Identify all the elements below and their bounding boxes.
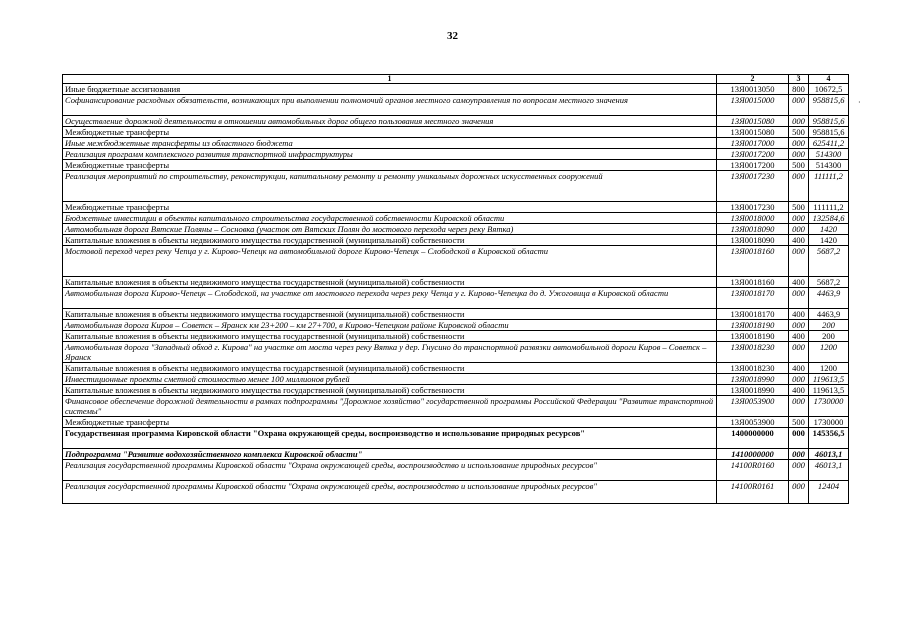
row-amount-cell: 514300 — [809, 160, 849, 171]
row-amount-cell: 111111,2 — [809, 171, 849, 202]
row-kind-cell: 400 — [789, 235, 809, 246]
row-name-cell: Капитальные вложения в объекты недвижимого имущества государственной (муниципальной) собственности — [63, 235, 717, 246]
row-amount-cell: 4463,9 — [809, 288, 849, 309]
row-code-cell: 14100R0160 — [717, 460, 789, 481]
row-kind-cell: 000 — [789, 342, 809, 363]
column-header-code: 2 — [717, 75, 789, 84]
row-code-cell: 13Я0015080 — [717, 116, 789, 127]
row-name-cell: Автомобильная дорога Киров – Советск – Яранск км 23+200 – км 27+700, в Кирово-Чепецком районе Кировской области — [63, 320, 717, 331]
table-row — [63, 331, 849, 342]
table-row — [63, 449, 849, 460]
row-kind-cell: 400 — [789, 363, 809, 374]
row-kind-cell: 800 — [789, 84, 809, 95]
table-row — [63, 116, 849, 127]
row-amount-cell: 514300 — [809, 149, 849, 160]
row-amount-cell: 119613,5 — [809, 374, 849, 385]
row-name-cell: Бюджетные инвестиции в объекты капитального строительства государственной собственности Кировской области — [63, 213, 717, 224]
row-code-cell: 13Я0018990 — [717, 374, 789, 385]
row-name-cell: Капитальные вложения в объекты недвижимого имущества государственной (муниципальной) собственности — [63, 363, 717, 374]
row-name-cell: Инвестиционные проекты сметной стоимостью менее 100 миллионов рублей — [63, 374, 717, 385]
row-code-cell: 13Я0018230 — [717, 363, 789, 374]
row-amount-cell: 12404 — [809, 481, 849, 504]
budget-table — [62, 74, 849, 504]
row-code-cell: 13Я0017230 — [717, 202, 789, 213]
row-code-cell: 14100R0161 — [717, 481, 789, 504]
row-name-cell: Реализация государственной программы Кировской области "Охрана окружающей среды, воспроизводство и использование природных ресурсов" — [63, 481, 717, 504]
table-row — [63, 288, 849, 309]
row-name-cell: Межбюджетные трансферты — [63, 127, 717, 138]
row-name-cell: Осуществление дорожной деятельности в отношении автомобильных дорог общего пользования местного значения — [63, 116, 717, 127]
row-name-cell: Капитальные вложения в объекты недвижимого имущества государственной (муниципальной) собственности — [63, 385, 717, 396]
row-name-cell: Иные межбюджетные трансферты из областного бюджета — [63, 138, 717, 149]
row-amount-cell: 10672,5 — [809, 84, 849, 95]
table-row — [63, 149, 849, 160]
row-kind-cell: 000 — [789, 95, 809, 116]
table-row — [63, 202, 849, 213]
row-name-cell: Софинансирование расходных обязательств, возникающих при выполнении полномочий органов местного самоуправления по вопросам местного значения — [63, 95, 717, 116]
table-row — [63, 417, 849, 428]
row-kind-cell: 000 — [789, 246, 809, 277]
row-code-cell: 13Я0018170 — [717, 309, 789, 320]
row-kind-cell: 000 — [789, 460, 809, 481]
row-code-cell: 13Я0018160 — [717, 246, 789, 277]
row-kind-cell: 000 — [789, 138, 809, 149]
column-header-amount: 4 — [809, 75, 849, 84]
row-code-cell: 1400000000 — [717, 428, 789, 449]
row-name-cell: Реализация государственной программы Кировской области "Охрана окружающей среды, воспроизводство и использование природных ресурсов" — [63, 460, 717, 481]
row-amount-cell: 958815,6 — [809, 116, 849, 127]
row-code-cell: 13Я0017200 — [717, 149, 789, 160]
row-name-cell: Иные бюджетные ассигнования — [63, 84, 717, 95]
row-name-cell: Межбюджетные трансферты — [63, 417, 717, 428]
table-row — [63, 224, 849, 235]
table-row — [63, 246, 849, 277]
table-row — [63, 385, 849, 396]
row-kind-cell: 000 — [789, 320, 809, 331]
row-code-cell: 13Я0015080 — [717, 127, 789, 138]
row-name-cell: Автомобильная дорога Кирово-Чепецк – Слободской, на участке от мостового перехода через реку Чепца у г. Кирово-Чепецка до д. Ужоговица в Кировской области — [63, 288, 717, 309]
row-code-cell: 13Я0018170 — [717, 288, 789, 309]
table-row — [63, 213, 849, 224]
table-row — [63, 374, 849, 385]
table-row — [63, 277, 849, 288]
table-row — [63, 171, 849, 202]
row-amount-cell: 625411,2 — [809, 138, 849, 149]
row-kind-cell: 500 — [789, 127, 809, 138]
row-amount-cell: 1420 — [809, 224, 849, 235]
row-amount-cell: 958815,6 — [809, 95, 849, 116]
row-kind-cell: 400 — [789, 331, 809, 342]
row-kind-cell: 400 — [789, 277, 809, 288]
row-code-cell: 13Я0018190 — [717, 331, 789, 342]
table-row — [63, 481, 849, 504]
row-amount-cell: 5687,2 — [809, 246, 849, 277]
row-amount-cell: 4463,9 — [809, 309, 849, 320]
row-code-cell: 1410000000 — [717, 449, 789, 460]
row-amount-cell: 46013,1 — [809, 449, 849, 460]
row-name-cell: Автомобильная дорога "Западный обход г. Кирова" на участке от моста через реку Вятка у дер. Гнусино до транспортной развязки автомобильной дороги Киров – Советск – Яранск — [63, 342, 717, 363]
row-name-cell: Реализация мероприятий по строительству, реконструкции, капитальному ремонту и ремонту уникальных дорожных искусственных сооружений — [63, 171, 717, 202]
row-code-cell: 13Я0018160 — [717, 277, 789, 288]
row-amount-cell: 1730000 — [809, 417, 849, 428]
row-name-cell: Автомобильная дорога Вятские Поляны – Сосновка (участок от Вятских Полян до мостового перехода через реку Вятка) — [63, 224, 717, 235]
table-row — [63, 95, 849, 116]
row-amount-cell: 1730000 — [809, 396, 849, 417]
row-name-cell: Межбюджетные трансферты — [63, 160, 717, 171]
row-amount-cell: 5687,2 — [809, 277, 849, 288]
column-header-kind: 3 — [789, 75, 809, 84]
row-kind-cell: 000 — [789, 396, 809, 417]
page-number: 32 — [447, 30, 458, 42]
row-amount-cell: 132584,6 — [809, 213, 849, 224]
table-row — [63, 320, 849, 331]
table-row — [63, 84, 849, 95]
row-kind-cell: 500 — [789, 160, 809, 171]
row-amount-cell: 200 — [809, 331, 849, 342]
row-name-cell: Капитальные вложения в объекты недвижимого имущества государственной (муниципальной) собственности — [63, 309, 717, 320]
row-amount-cell: 958815,6 — [809, 127, 849, 138]
table-row — [63, 428, 849, 449]
row-code-cell: 13Я0018090 — [717, 224, 789, 235]
row-code-cell: 13Я0053900 — [717, 417, 789, 428]
table-row — [63, 396, 849, 417]
row-code-cell: 13Я0017000 — [717, 138, 789, 149]
row-kind-cell: 000 — [789, 213, 809, 224]
row-code-cell: 13Я0053900 — [717, 396, 789, 417]
row-kind-cell: 500 — [789, 202, 809, 213]
row-code-cell: 13Я0018230 — [717, 342, 789, 363]
row-kind-cell: 400 — [789, 309, 809, 320]
table-row — [63, 235, 849, 246]
table-header-row — [63, 75, 849, 84]
row-kind-cell: 000 — [789, 374, 809, 385]
row-amount-cell: 200 — [809, 320, 849, 331]
row-kind-cell: 000 — [789, 224, 809, 235]
row-kind-cell: 000 — [789, 481, 809, 504]
table-row — [63, 363, 849, 374]
row-kind-cell: 000 — [789, 116, 809, 127]
row-amount-cell: 1200 — [809, 342, 849, 363]
table-row — [63, 309, 849, 320]
row-code-cell: 13Я0017200 — [717, 160, 789, 171]
row-kind-cell: 500 — [789, 417, 809, 428]
row-name-cell: Межбюджетные трансферты — [63, 202, 717, 213]
row-amount-cell: 111111,2 — [809, 202, 849, 213]
table-row — [63, 138, 849, 149]
row-kind-cell: 000 — [789, 288, 809, 309]
row-amount-cell: 1200 — [809, 363, 849, 374]
row-code-cell: 13Я0018000 — [717, 213, 789, 224]
row-code-cell: 13Я0018190 — [717, 320, 789, 331]
column-header-name: 1 — [63, 75, 717, 84]
row-kind-cell: 000 — [789, 428, 809, 449]
row-name-cell: Капитальные вложения в объекты недвижимого имущества государственной (муниципальной) собственности — [63, 277, 717, 288]
row-kind-cell: 000 — [789, 171, 809, 202]
table-row — [63, 460, 849, 481]
row-name-cell: Капитальные вложения в объекты недвижимого имущества государственной (муниципальной) собственности — [63, 331, 717, 342]
row-name-cell: Финансовое обеспечение дорожной деятельности в рамках подпрограммы "Дорожное хозяйство" государственной программы Российской Федерации "Развитие транспортной системы" — [63, 396, 717, 417]
row-amount-cell: 145356,5 — [809, 428, 849, 449]
row-name-cell: Государственная программа Кировской области "Охрана окружающей среды, воспроизводство и использование природных ресурсов" — [63, 428, 717, 449]
margin-mark: · — [858, 98, 861, 107]
row-name-cell: Реализация программ комплексного развития транспортной инфраструктуры — [63, 149, 717, 160]
row-amount-cell: 46013,1 — [809, 460, 849, 481]
table-row — [63, 342, 849, 363]
row-code-cell: 13Я0018990 — [717, 385, 789, 396]
row-code-cell: 13Я0017230 — [717, 171, 789, 202]
row-code-cell: 13Я0018090 — [717, 235, 789, 246]
row-amount-cell: 119613,5 — [809, 385, 849, 396]
row-code-cell: 13Я0015000 — [717, 95, 789, 116]
row-amount-cell: 1420 — [809, 235, 849, 246]
row-kind-cell: 000 — [789, 449, 809, 460]
table-row — [63, 127, 849, 138]
row-code-cell: 13Я0013050 — [717, 84, 789, 95]
row-kind-cell: 400 — [789, 385, 809, 396]
row-kind-cell: 000 — [789, 149, 809, 160]
table-row — [63, 160, 849, 171]
row-name-cell: Мостовой переход через реку Чепца у г. Кирово-Чепецк на автомобильной дороге Кирово-Чепецк – Слободской в Кировской области — [63, 246, 717, 277]
row-name-cell: Подпрограмма "Развитие водохозяйственного комплекса Кировской области" — [63, 449, 717, 460]
